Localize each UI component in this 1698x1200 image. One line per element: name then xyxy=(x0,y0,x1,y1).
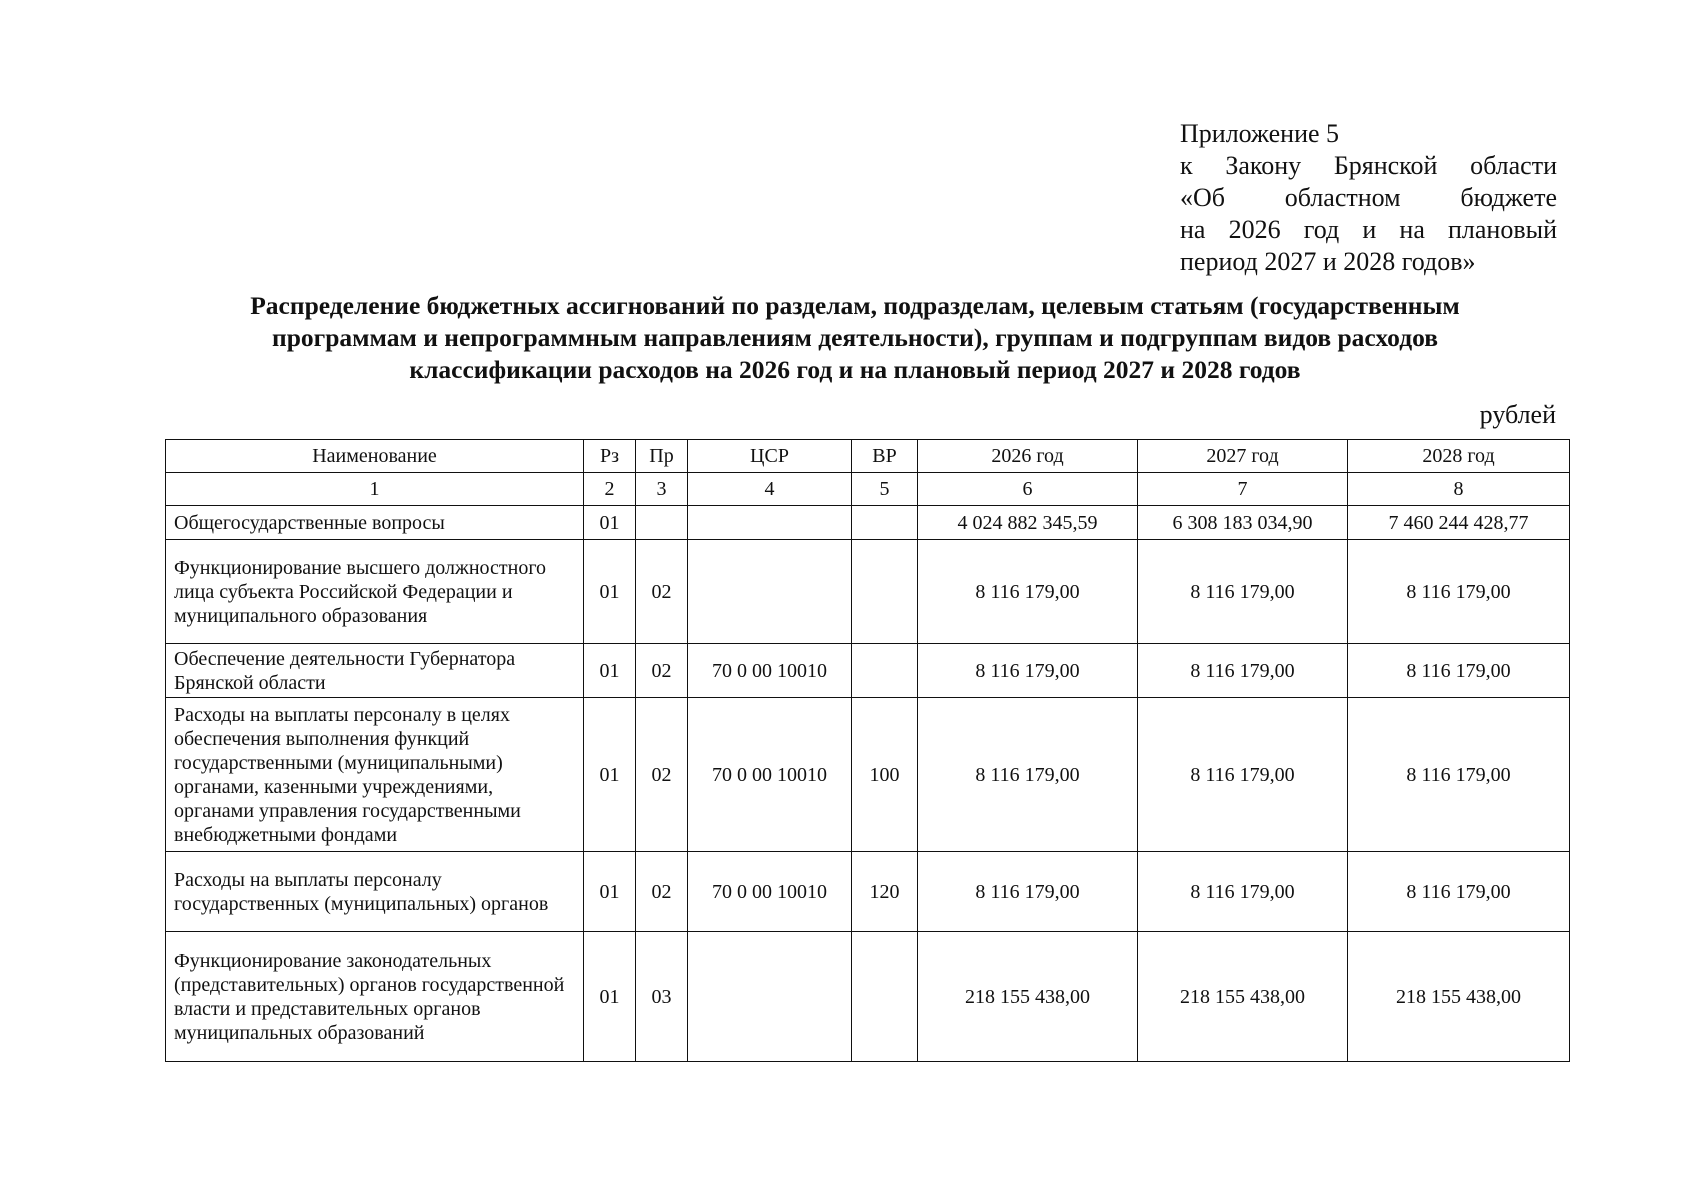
column-number: 2 xyxy=(584,473,636,506)
cell-2028: 8 116 179,00 xyxy=(1348,852,1570,932)
cell-name: Обеспечение деятельности Губернатора Брянской области xyxy=(166,644,584,698)
column-number-row xyxy=(166,473,1570,506)
cell-pr: 03 xyxy=(636,932,688,1062)
appendix-reference xyxy=(1180,118,1557,278)
column-number: 5 xyxy=(852,473,918,506)
cell-2027: 8 116 179,00 xyxy=(1138,852,1348,932)
cell-pr: 02 xyxy=(636,644,688,698)
cell-csr: 70 0 00 10010 xyxy=(688,852,852,932)
cell-2026: 8 116 179,00 xyxy=(918,540,1138,644)
cell-rz: 01 xyxy=(584,644,636,698)
cell-csr: 70 0 00 10010 xyxy=(688,698,852,852)
cell-2027: 8 116 179,00 xyxy=(1138,644,1348,698)
cell-rz: 01 xyxy=(584,932,636,1062)
cell-vr xyxy=(852,540,918,644)
column-number: 7 xyxy=(1138,473,1348,506)
cell-csr xyxy=(688,540,852,644)
cell-2026: 8 116 179,00 xyxy=(918,852,1138,932)
cell-pr xyxy=(636,506,688,540)
header-name: Наименование xyxy=(166,440,584,473)
header-2027: 2027 год xyxy=(1138,440,1348,473)
table-row xyxy=(166,932,1570,1062)
appendix-line: Приложение 5 xyxy=(1180,119,1340,148)
header-pr: Пр xyxy=(636,440,688,473)
cell-pr: 02 xyxy=(636,852,688,932)
cell-vr xyxy=(852,932,918,1062)
cell-vr xyxy=(852,506,918,540)
cell-pr: 02 xyxy=(636,698,688,852)
table-row xyxy=(166,644,1570,698)
cell-2028: 8 116 179,00 xyxy=(1348,698,1570,852)
cell-2028: 7 460 244 428,77 xyxy=(1348,506,1570,540)
table-header-row xyxy=(166,440,1570,473)
cell-vr xyxy=(852,644,918,698)
budget-table xyxy=(165,439,1570,1062)
column-number: 8 xyxy=(1348,473,1570,506)
header-vr: ВР xyxy=(852,440,918,473)
cell-2027: 8 116 179,00 xyxy=(1138,540,1348,644)
cell-2026: 218 155 438,00 xyxy=(918,932,1138,1062)
table-row xyxy=(166,852,1570,932)
cell-csr xyxy=(688,506,852,540)
title-line: программам и непрограммным направлениям деятельности), группам и подгруппам видов расходов xyxy=(272,323,1438,352)
cell-rz: 01 xyxy=(584,540,636,644)
document-title xyxy=(165,290,1545,386)
table-row xyxy=(166,540,1570,644)
cell-name: Расходы на выплаты персоналу государственных (муниципальных) органов xyxy=(166,852,584,932)
cell-name: Общегосударственные вопросы xyxy=(166,506,584,540)
cell-pr: 02 xyxy=(636,540,688,644)
cell-2026: 8 116 179,00 xyxy=(918,698,1138,852)
column-number: 1 xyxy=(166,473,584,506)
cell-rz: 01 xyxy=(584,698,636,852)
cell-2026: 4 024 882 345,59 xyxy=(918,506,1138,540)
title-line: классификации расходов на 2026 год и на плановый период 2027 и 2028 годов xyxy=(409,355,1301,384)
cell-vr: 120 xyxy=(852,852,918,932)
cell-rz: 01 xyxy=(584,506,636,540)
currency-unit: рублей xyxy=(1479,400,1556,429)
column-number: 6 xyxy=(918,473,1138,506)
cell-2028: 8 116 179,00 xyxy=(1348,540,1570,644)
cell-2028: 218 155 438,00 xyxy=(1348,932,1570,1062)
cell-2027: 6 308 183 034,90 xyxy=(1138,506,1348,540)
cell-rz: 01 xyxy=(584,852,636,932)
header-2028: 2028 год xyxy=(1348,440,1570,473)
cell-2026: 8 116 179,00 xyxy=(918,644,1138,698)
header-rz: Рз xyxy=(584,440,636,473)
appendix-line: «Об областном бюджете xyxy=(1180,183,1557,212)
appendix-line: на 2026 год и на плановый xyxy=(1180,215,1557,244)
appendix-line: период 2027 и 2028 годов» xyxy=(1180,247,1476,276)
appendix-line: к Закону Брянской области xyxy=(1180,151,1557,180)
cell-name: Функционирование законодательных (представительных) органов государственной власти и представительных органов муниципальных образований xyxy=(166,932,584,1062)
cell-2027: 8 116 179,00 xyxy=(1138,698,1348,852)
cell-name: Расходы на выплаты персоналу в целях обеспечения выполнения функций государственными (муниципальными) органами, казенными учреждениями, органами управления государственными внебюджетными фондами xyxy=(166,698,584,852)
title-line: Распределение бюджетных ассигнований по разделам, подразделам, целевым статьям (государственным xyxy=(250,291,1460,320)
column-number: 4 xyxy=(688,473,852,506)
cell-csr: 70 0 00 10010 xyxy=(688,644,852,698)
header-2026: 2026 год xyxy=(918,440,1138,473)
cell-vr: 100 xyxy=(852,698,918,852)
table-row xyxy=(166,698,1570,852)
cell-name: Функционирование высшего должностного лица субъекта Российской Федерации и муниципального образования xyxy=(166,540,584,644)
table-row xyxy=(166,506,1570,540)
header-csr: ЦСР xyxy=(688,440,852,473)
cell-2027: 218 155 438,00 xyxy=(1138,932,1348,1062)
cell-csr xyxy=(688,932,852,1062)
cell-2028: 8 116 179,00 xyxy=(1348,644,1570,698)
column-number: 3 xyxy=(636,473,688,506)
